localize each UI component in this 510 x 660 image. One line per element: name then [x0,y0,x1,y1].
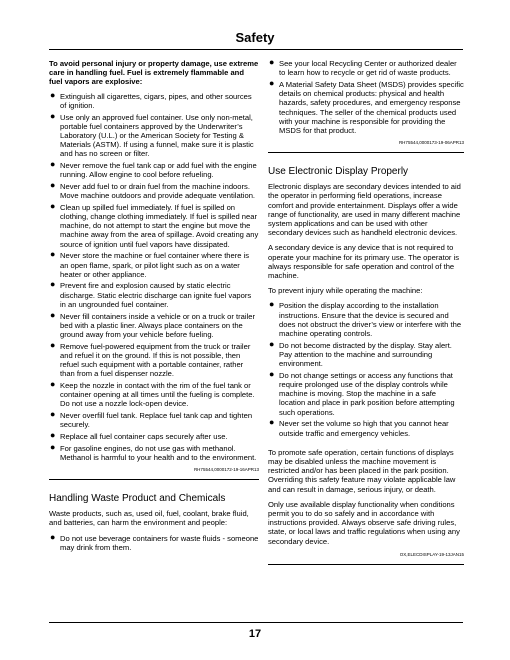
reference-code: RH75544,0000173-19-06APR13 [398,140,464,146]
bullet-icon: ● [50,409,56,420]
section-divider [268,152,464,153]
list-item: ● Extinguish all cigarettes, cigars, pipes, and other sources of ignition. [50,89,252,110]
left-column [49,59,259,554]
page-title: Safety [235,30,275,45]
list-item: ● Do not change settings or access any functions that require prolonged use of the display controls while machine is moving. Stop the machine in a safe location and place in park position before attempting such operations. [269,368,455,417]
bullet-icon: ● [50,309,56,320]
list-item: ● Position the display according to the installation instructions. Ensure that the device is secured and does not obstruct the driver’s view or interfere with the machine operating controls. [269,299,462,338]
footer-divider [49,622,463,623]
bullet-icon: ● [50,179,56,190]
fuel-safety-intro: To avoid personal injury or property damage, use extreme care in handling fuel. Fuel is extremely flammable and fuel vapors are explosive: [49,59,259,87]
list-item: ● Do not use beverage containers for waste fluids - someone may drink from them. [50,531,259,552]
list-item: ● Never store the machine or fuel container where there is an open flame, spark, or pilot light such as on a water heater or other appliance. [50,249,250,279]
list-item: ● Remove fuel-powered equipment from the truck or trailer and refuel it on the ground. If this is not possible, then refuel such equipment with a portable container, rather than from a fuel dispenser nozzle. [50,339,251,379]
bullet-icon: ● [50,441,56,452]
section-heading-display: Use Electronic Display Properly [268,166,409,178]
list-item: ● Never set the volume so high that you cannot hear outside traffic and emergency vehicles. [269,417,449,438]
bullet-icon: ● [50,430,56,441]
list-item: ● For gasoline engines, do not use gas with methanol. Methanol is harmful to your health and to the environment. [50,441,257,462]
bullet-icon: ● [50,110,56,121]
list-item: ● Never overfill fuel tank. Replace fuel tank cap and tighten securely. [50,409,253,430]
bullet-icon: ● [269,417,275,428]
list-item: ● Never add fuel to or drain fuel from the machine indoors. Move machine outdoors and provide adequate ventilation. [50,179,256,201]
bullet-icon: ● [269,299,275,310]
section-divider [49,479,259,480]
section-heading-waste: Handling Waste Product and Chemicals [49,493,226,505]
list-item: ● Replace all fuel container caps securely after use. [50,430,228,442]
display-safety-list [268,301,464,437]
bullet-icon: ● [269,77,275,88]
reference-code: OX,ELECDISPLAY-19-13JAN15 [399,551,464,557]
list-item: ● Prevent fire and explosion caused by static electric discharge. Static electric discharge can ignite fuel vapors in an ungrounded fuel container. [50,279,252,309]
section-divider [268,564,464,565]
list-item: ● Never remove the fuel tank cap or add fuel with the engine running. Allow engine to cool before refueling. [50,159,257,180]
list-item: ● See your local Recycling Center or authorized dealer to learn how to recycle or get rid of waste products. [269,57,457,78]
list-item: ● Clean up spilled fuel immediately. If fuel is spilled on clothing, change clothing immediately. If fuel is spilled near machine, do not attempt to start the engine but move the machine away from the area of spillage. Avoid creating any source of ignition until fuel vapors have dissipated. [50,200,259,249]
bullet-icon: ● [50,89,56,100]
bullet-icon: ● [50,249,56,260]
list-item: ● Keep the nozzle in contact with the rim of the fuel tank or container opening at all times until the fueling is complete. Do not use a nozzle lock-open device. [50,379,255,409]
display-paragraph: To promote safe operation, certain functions of displays may be disabled unless the machine movement is restricted and/or has been placed in the park position. Overriding this safety feature may violate applicable law and can result in damage, serious injury, or death. [268,447,456,494]
bullet-icon: ● [50,200,56,211]
bullet-icon: ● [50,159,56,170]
display-paragraph: A secondary device is any device that is not required to operate your machine for its primary use. The operator is always responsible for safe operation and control of the machine. [268,243,460,280]
waste-list-continued [268,59,464,135]
bullet-icon: ● [50,379,56,389]
display-paragraph: Only use available display functionality when conditions permit you to do so safely and in accordance with instructions provided. Always observe safe driving rules, state, or local laws and traffic regulations when using any secondary device. [268,499,460,546]
list-item: ● Never fill containers inside a vehicle or on a truck or trailer bed with a plastic liner. Always place containers on the ground away from your vehicle before fueling. [50,309,255,339]
list-item: ● Use only an approved fuel container. Use only non-metal, portable fuel containers approved by the Underwriter’s Laboratory (U.L.) or the American Society for Testing & Materials (ASTM). If using a funnel, make sure it is plastic and has no screen or filter. [50,110,254,159]
bullet-icon: ● [50,339,56,350]
title-divider [49,49,463,50]
reference-code: RH75544,0000172-19-16APR13 [193,467,259,473]
page-number: 17 [248,628,262,640]
bullet-icon: ● [269,368,275,379]
list-item: ● A Material Safety Data Sheet (MSDS) provides specific details on chemical products: physical and health hazards, safety procedures, and emergency response techniques. The seller of the chemical products used with your machine is responsible for providing the MSDS for that product. [269,77,464,135]
bullet-icon: ● [269,57,275,67]
bullet-icon: ● [269,338,275,349]
list-item: ● Do not become distracted by the display. Stay alert. Pay attention to the machine and surrounding environment. [269,338,452,369]
waste-intro: Waste products, such as, used oil, fuel, coolant, brake fluid, and batteries, can harm the environment and people: [49,509,249,528]
display-paragraph: Electronic displays are secondary devices intended to aid the operator in performing field operations, increase comfort and provide entertainment. Displays offer a wide range of functionality, are used in many different machine system applications and can be used with other secondary devices such as handheld electronic devices. [268,182,461,238]
bullet-icon: ● [50,279,56,290]
display-paragraph: To prevent injury while operating the machine: [268,286,423,296]
fuel-safety-list [49,89,259,463]
bullet-icon: ● [50,531,56,542]
right-column [268,59,464,565]
waste-list [49,531,259,552]
